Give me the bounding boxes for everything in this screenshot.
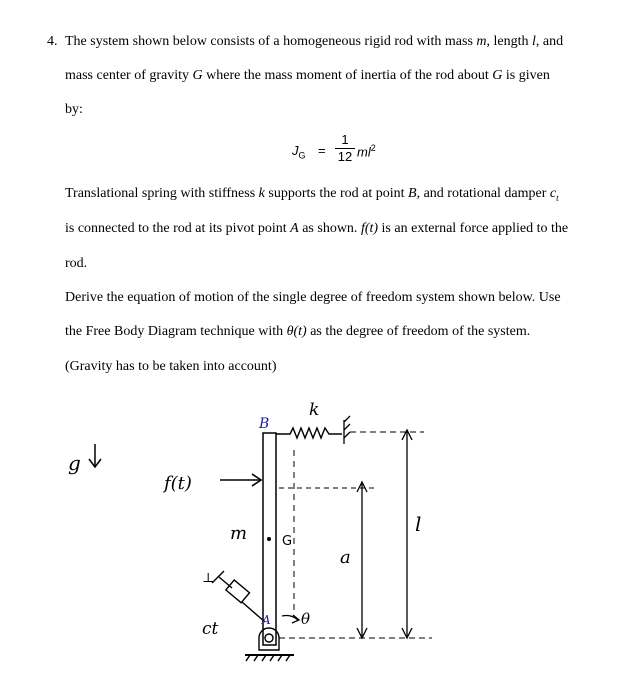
var-G: G — [192, 68, 203, 83]
text-seg: , length — [486, 34, 533, 49]
text-line-2 — [65, 68, 550, 84]
label-damper-ground: ⊥ — [202, 571, 215, 586]
text-line-4 — [65, 186, 559, 203]
var-B: B — [408, 186, 417, 201]
label-theta: θ — [301, 610, 311, 628]
var-G: G — [492, 68, 503, 83]
var-k: k — [258, 186, 265, 201]
var-theta: θ(t) — [286, 324, 307, 339]
var-A: A — [290, 221, 299, 236]
text-seg: as shown. — [298, 221, 361, 236]
label-point-B: B — [259, 416, 270, 432]
text-line-6: rod. — [65, 256, 88, 271]
label-l: l — [415, 512, 422, 536]
text-line-1 — [65, 34, 563, 50]
text-seg: Translational spring with stiffness — [65, 186, 259, 201]
center-of-gravity-dot — [267, 537, 271, 541]
var-m: m — [476, 34, 487, 49]
eq-rhs: $ml^2$ — [357, 143, 376, 160]
text-line-9: (Gravity has to be taken into account) — [65, 359, 277, 374]
label-k: k — [309, 400, 320, 420]
text-line-7: Derive the equation of motion of the single degree of freedom system shown below. Use — [65, 290, 561, 305]
text-line-3: by: — [65, 102, 83, 117]
var-ct: $c_t$ — [549, 186, 559, 203]
label-force: f(t) — [164, 473, 192, 494]
eq-denominator: 12 — [337, 149, 353, 164]
text-seg: is connected to the rod at its pivot point — [65, 221, 291, 236]
label-damper: ct — [202, 619, 219, 639]
eq-fraction — [335, 133, 355, 164]
var-f: f(t) — [360, 221, 379, 236]
var-l: l — [532, 34, 536, 49]
eq-numerator: 1 — [341, 132, 349, 147]
text-seg: mass center of gravity — [65, 68, 193, 83]
label-a: a — [340, 547, 351, 568]
text-line-5 — [65, 221, 568, 237]
label-mass: m — [230, 523, 248, 544]
text-seg: the Free Body Diagram technique with — [65, 324, 287, 339]
text-seg: The system shown below consists of a homogeneous rigid rod with mass — [65, 34, 477, 49]
text-seg: where the mass moment of inertia of the rod about — [202, 68, 493, 83]
text-line-8 — [65, 324, 530, 340]
label-G: G — [282, 534, 293, 549]
text-seg: as the degree of freedom of the system. — [306, 324, 531, 339]
text-seg: supports the rod at point — [264, 186, 408, 201]
text-seg: is an external force applied to the — [378, 221, 569, 236]
system-diagram — [62, 388, 454, 678]
eq-lhs: $J_G$ — [292, 143, 306, 161]
eq-equals: = — [318, 143, 326, 158]
question-number: 4. — [47, 34, 58, 49]
label-point-A: A — [262, 613, 271, 627]
label-g: g — [68, 451, 81, 475]
text-seg: is given — [502, 68, 550, 83]
text-seg: , and rotational damper — [416, 186, 550, 201]
text-seg: , and — [535, 34, 564, 49]
